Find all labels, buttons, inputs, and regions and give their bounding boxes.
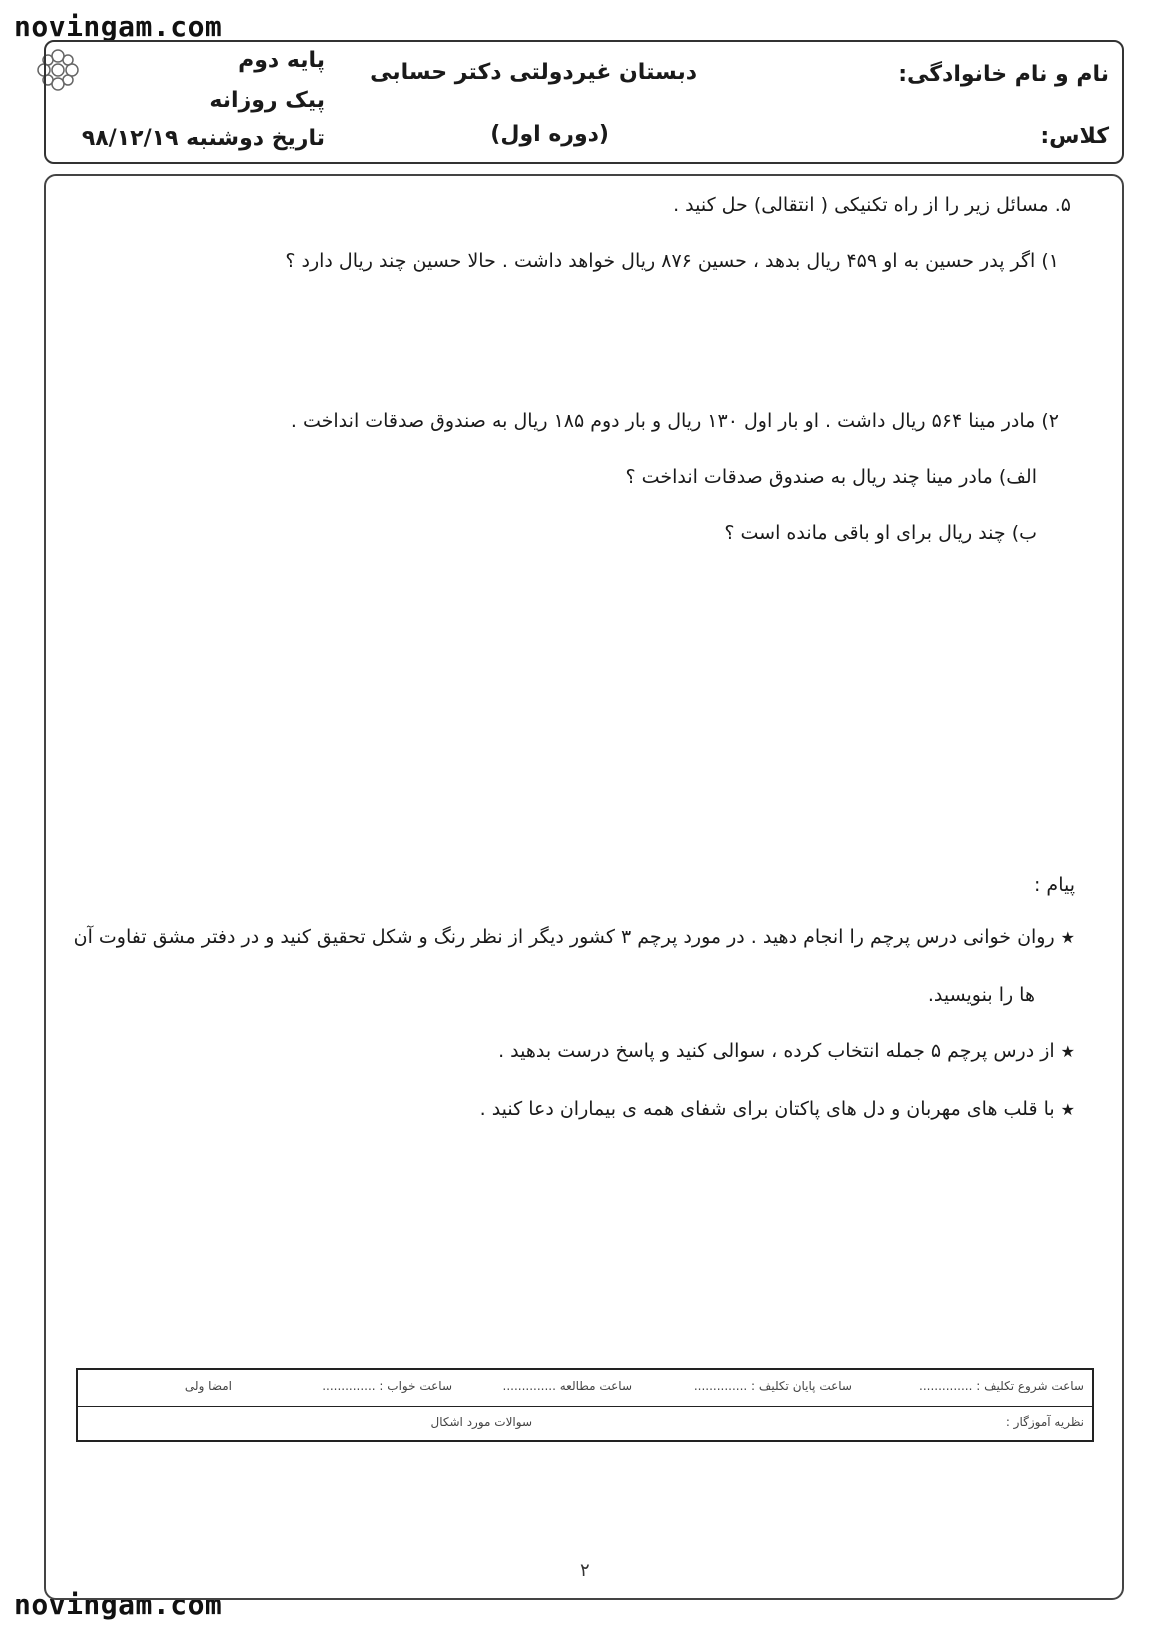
- question-2: ۲) مادر مینا ۵۶۴ ریال داشت . او بار اول ۱۳۰ ریال و بار دوم ۱۸۵ ریال به صندوق صدقات انداخت .: [290, 410, 1059, 432]
- worksheet-date: تاریخ دوشنبه ۹۸/۱۲/۱۹: [81, 126, 325, 151]
- end-time-field: ساعت پایان تکلیف : ..............: [693, 1379, 852, 1393]
- teacher-comment-field: نظریه آموزگار :: [1005, 1415, 1084, 1429]
- section-title: ۵. مسائل زیر را از راه تکنیکی ( انتقالی) حل کنید .: [673, 194, 1071, 216]
- message-item-2-text: از درس پرچم ۵ جمله انتخاب کرده ، سوالی کنید و پاسخ درست بدهید .: [498, 1040, 1055, 1062]
- message-item-1-line1: روان خوانی درس پرچم را انجام دهید . در مورد پرچم ۳ کشور دیگر از نظر رنگ و شکل تحقیق کنید و در دفتر مشق تفاوت آن: [73, 926, 1055, 948]
- table-row: [78, 1406, 1092, 1442]
- star-icon: ★: [1060, 1100, 1075, 1119]
- worksheet-type: پیک روزانه: [209, 88, 325, 113]
- problem-questions-field: سوالات مورد اشکال: [430, 1415, 532, 1429]
- watermark-top: novingam.com: [14, 10, 223, 43]
- class-label: کلاس:: [1040, 124, 1109, 149]
- message-label: پیام :: [1033, 874, 1075, 896]
- homework-log-table: [76, 1368, 1094, 1442]
- message-item-3-text: با قلب های مهربان و دل های پاکتان برای شفای همه ی بیماران دعا کنید .: [479, 1098, 1055, 1120]
- period-label: (دوره اول): [490, 122, 609, 147]
- star-icon: ★: [1060, 1042, 1075, 1061]
- watermark-bottom: novingam.com: [14, 1588, 223, 1621]
- study-time-field: ساعت مطالعه ..............: [502, 1379, 632, 1393]
- grade-label: پایه دوم: [238, 48, 325, 73]
- parent-signature-field: امضا ولی: [184, 1379, 232, 1393]
- message-item-1: [74, 926, 1075, 948]
- page-number: ۲: [580, 1560, 590, 1581]
- start-time-field: ساعت شروع تکلیف : ..............: [919, 1379, 1084, 1393]
- message-item-2: [498, 1040, 1075, 1062]
- question-2b: ب) چند ریال برای او باقی مانده است ؟: [724, 522, 1037, 544]
- question-2a: الف) مادر مینا چند ریال به صندوق صدقات انداخت ؟: [625, 466, 1037, 488]
- table-row: [78, 1370, 1092, 1407]
- school-name: دبستان غیردولتی دکتر حسابی: [370, 60, 697, 85]
- student-name-label: نام و نام خانوادگی:: [898, 62, 1109, 87]
- question-1: ۱) اگر پدر حسین به او ۴۵۹ ریال بدهد ، حسین ۸۷۶ ریال خواهد داشت . حالا حسین چند ریال دارد ؟: [285, 250, 1059, 272]
- sleep-time-field: ساعت خواب : ..............: [322, 1379, 452, 1393]
- star-icon: ★: [1060, 928, 1075, 947]
- message-item-1-line2: ها را بنویسید.: [927, 984, 1035, 1006]
- message-item-3: [480, 1098, 1075, 1120]
